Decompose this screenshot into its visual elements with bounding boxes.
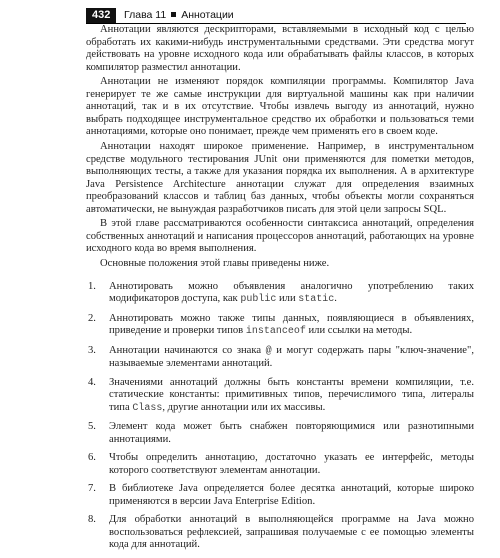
list-item-text: , другие аннотации или их массивы. [162,401,326,413]
list-item [86,377,474,416]
paragraph: Аннотации находят широкое применение. Например, в инструментальном средстве модульного тестирования JUnit они применяются для пометки методов, выполняющих тесты, а также для указания порядка их выполнения. А в архитектуре Java Persistence Architecture аннотации служат для определения взаимных преобразований классов и таблиц баз данных, чтобы объекты могли сохраняться автоматически, не вынуждая разработчиков писать для этой цели запросы SQL. [86,141,474,215]
list-item-text: Для обработки аннотаций в выполняющейся программе на Java можно воспользоваться рефлексией, запрашивая получаемые с ее помощью элементы кода для аннотаций. [109,514,474,551]
list-intro: Основные положения этой главы приведены ниже. [100,258,330,270]
code-term: static [298,294,335,306]
code-term: Class [132,402,163,414]
running-header [86,8,466,24]
list-item [86,483,474,508]
paragraph: Аннотации являются дескрипторами, вставляемыми в исходный код с целью обработать их какими-нибудь инструментальными средствами. Эти средства могут действовать на уровне исходного кода или обрабатывать файлы классов, в которых компилятор разместил аннотации. [86,24,474,73]
list-item-text: Аннотировать можно также типы данных, появляющиеся в объявлениях, приведение и проверки типов [109,312,474,337]
list-item [86,281,474,307]
list-item-number: 1. [88,280,96,292]
list-item-text: или [276,293,299,305]
page-body [86,24,474,558]
chapter-heading [124,9,234,22]
list-item-text: Чтобы определить аннотацию, достаточно указать ее интерфейс, методы которого соответствуют элементам аннотации. [109,452,474,476]
list-item-number: 8. [88,514,96,526]
code-term: public [240,294,277,306]
list-item-text: Значениями аннотаций должны быть константы времени компиляции, т.е. статические константы: примитивных типов, перечислимого типа, литералы типа [109,376,474,413]
list-item-number: 4. [88,376,96,388]
list-item [86,452,474,477]
list-item-number: 5. [88,421,96,433]
list-item [86,313,474,339]
list-item-text: и могут содержать пары "ключ-значение", называемые элементами аннотаций. [109,344,474,370]
list-item [86,345,474,371]
list-item-text: Аннотации начинаются со знака [109,344,266,356]
list-item [86,514,474,552]
chapter-title: Аннотации [181,9,234,21]
list-item-text: В библиотеке Java определяется более десятка аннотаций, которые широко применяются в версии Java Enterprise Edition. [109,483,474,507]
paragraph: В этой главе рассматриваются особенности синтаксиса аннотаций, определения собственных аннотаций и написания процессоров аннотаций, работающих на уровне исходного кода во время выполнения. [86,218,474,255]
list-item-number: 7. [88,483,96,495]
code-term: @ [265,345,272,357]
list-item-number: 6. [88,452,96,464]
page-number: 432 [86,8,116,23]
list-item-text: или ссылки на методы. [305,325,413,337]
paragraph: Аннотации не изменяют порядок компиляции программы. Компилятор Java генерирует те же самые инструкции для виртуальной машины как при наличии аннотаций, так и в их отсутствие. Чтобы извлечь выгоду из аннотаций, нужно выбрать подходящее инструментальное средство их обработки и пользоваться теми аннотациями, которые оно понимает, прежде чем применять его в своем коде. [86,76,474,138]
list-item-number: 2. [88,312,96,324]
list-item-text: Аннотировать можно объявления аналогично употреблению таких модификаторов доступа, как [109,280,474,305]
list-item-text: Элемент кода может быть снабжен повторяющимися или разнотипными аннотациями. [109,421,474,445]
chapter-label: Глава 11 [124,9,167,21]
code-term: instanceof [245,326,306,338]
list-item [86,421,474,446]
key-points-list [86,281,474,552]
square-bullet-icon [171,12,176,17]
list-item-number: 3. [88,344,96,356]
list-item-text: . [334,293,337,305]
